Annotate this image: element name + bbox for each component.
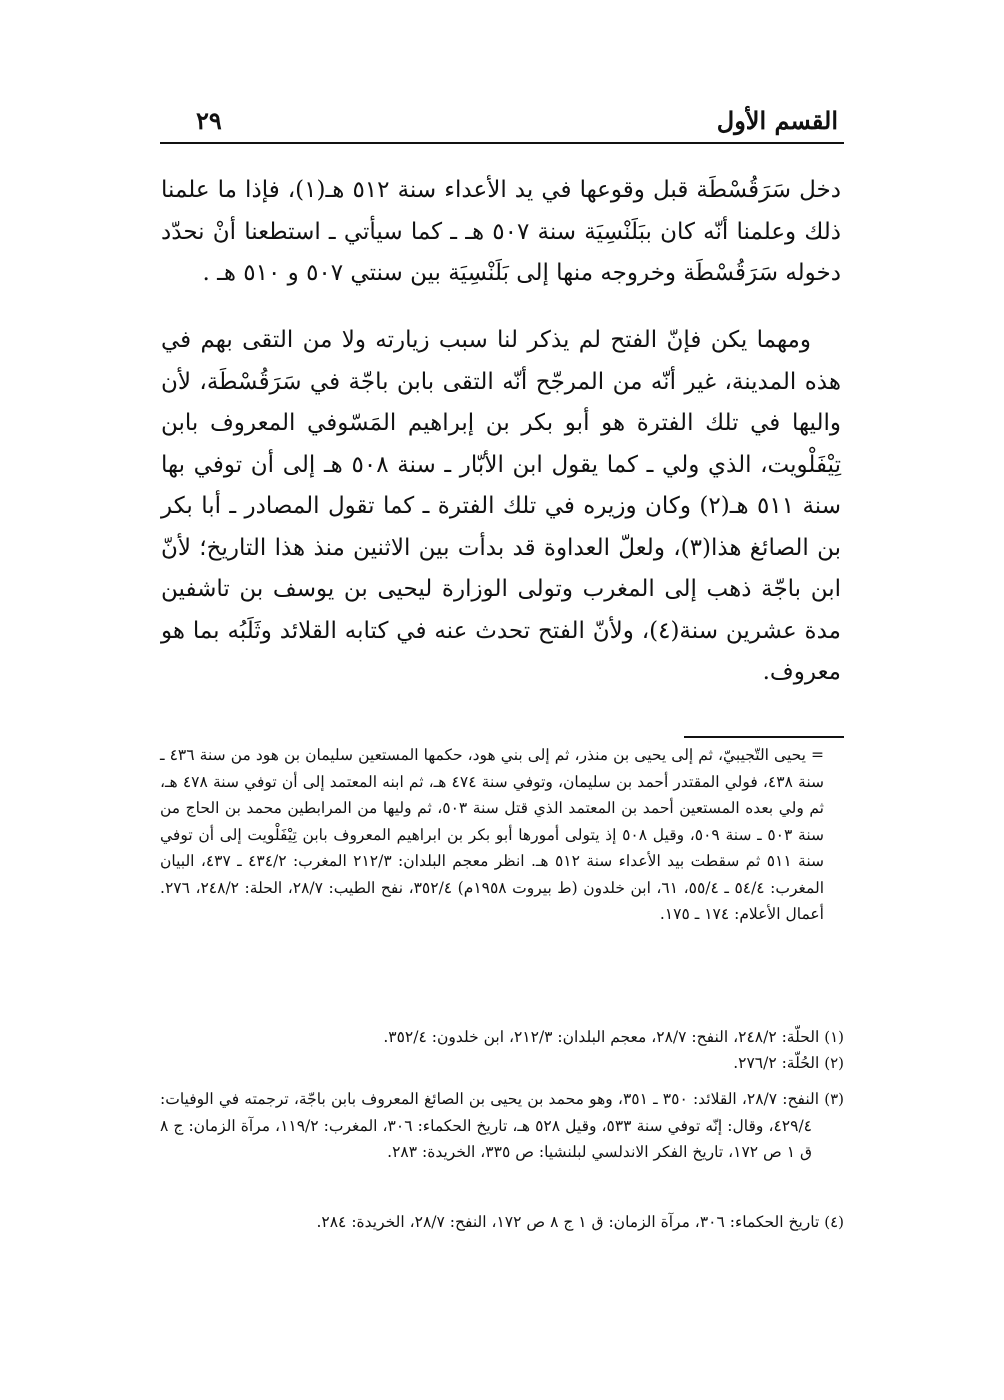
footnote-text: تاريخ الحكماء: ٣٠٦، مرآة الزمان: ق ١ ج ٨ ص ١٧٢، النفح: ٢٨/٧، الخريدة: ٢٨٤. xyxy=(316,1213,820,1231)
body-paragraph: دخل سَرَقُسْطَة قبل وقوعها في يد الأعداء سنة ٥١٢ هـ(١)، فإذا ما علمنا ذلك وعلمنا أنّه كان ببَلَنْسِيَة سنة ٥٠٧ هـ ـ كما سيأتي ـ استطعنا أنْ نحدّد دخوله سَرَقُسْطَة وخروجه منها إلى بَلَنْسِيَة بين سنتي ٥٠٧ و ٥١٠ هـ . xyxy=(161,177,842,286)
footnote-continuation: = يحيى التّجيبيّ، ثم إلى يحيى بن منذر، ثم إلى بني هود، حكمها المستعين سليمان بن هود من سنة ٤٣٦ ـ سنة ٤٣٨، فولي المقتدر أحمد بن سليمان، وتوفي سنة ٤٧٤ هـ، ثم ابنه المعتمد إلى أن توفي سنة ٤٧٨ هـ، ثم ولي بعده المستعين أحمد بن المعتمد الذي قتل سنة ٥٠٣، ثم وليها من المرابطين محمد بن الحاج من سنة ٥٠٣ ـ سنة ٥٠٩، وقيل ٥٠٨ إذ يتولى أمورها أبو بكر بن ابراهيم المعروف بابن تِيْفَلْويت إلى أن توفي سنة ٥١١ ثم سقطت بيد الأعداء سنة ٥١٢ هـ. انظر معجم البلدان: ٢١٢/٣ المغرب: ٤٣٤/٢ ـ ٤٣٧، البيان المغرب: ٥٤/٤ ـ ٥٥/٤، ٦١، ابن خلدون (ط بيروت ١٩٥٨م) ٣٥٢/٤، نفح الطيب: ٢٨/٧، الحلة: ٢٤٨/٢، ٢٧٦. أعمال الأعلام: ١٧٤ ـ ١٧٥. xyxy=(160,746,825,923)
footnote-marker: (٢) xyxy=(824,1054,844,1072)
footnote-marker: (١) xyxy=(824,1028,844,1046)
running-title: القسم الأول xyxy=(716,106,838,135)
footnote xyxy=(160,1050,844,1077)
body-paragraph: ومهما يكن فإنّ الفتح لم يذكر لنا سبب زيارته ولا من التقى بهم في هذه المدينة، غير أنّه من المرجّح أنّه التقى بابن باجّة في سَرَقُسْطَة، لأن واليها في تلك الفترة هو أبو بكر بن إبراهيم المَسّوفي المعروف بابن تِيْفَلْويت، الذي ولي ـ كما يقول ابن الأبّار ـ سنة ٥٠٨ هـ إلى أن توفي بها سنة ٥١١ هـ(٢) وكان وزيره في تلك الفترة ـ كما تقول المصادر ـ أبا بكر بن الصائغ هذا(٣)، ولعلّ العداوة قد بدأت بين الاثنين منذ هذا التاريخ؛ لأنّ ابن باجّة ذهب إلى المغرب وتولى الوزارة ليحيى بن يوسف بن تاشفين مدة عشرين سنة(٤)، ولأنّ الفتح تحدث عنه في كتابه القلائد وثَلَبُه بما هو معروف. xyxy=(161,327,842,685)
footnote-marker: (٤) xyxy=(824,1213,844,1231)
footnote xyxy=(160,1209,844,1236)
footnote xyxy=(160,1086,844,1166)
footnote xyxy=(160,1024,844,1051)
page-number: ٢٩ xyxy=(196,106,222,135)
footnote-rule xyxy=(684,736,844,738)
footnote-text: الحُلّة: ٢٧٦/٢. xyxy=(733,1054,820,1072)
footnote-marker: (٣) xyxy=(824,1090,844,1108)
footnote-text: الحلّة: ٢٤٨/٢، النفح: ٢٨/٧، معجم البلدان: ٢١٢/٣، ابن خلدون: ٣٥٢/٤. xyxy=(383,1028,820,1046)
footnote-text: النفح: ٢٨/٧، القلائد: ٣٥٠ ـ ٣٥١، وهو محمد بن يحيى بن الصائغ المعروف بابن باجّة، ترجمته في الوفيات: ٤٢٩/٤، وقال: إنّه توفي سنة ٥٣٣، وقيل ٥٢٨ هـ، تاريخ الحكماء: ٣٠٦، المغرب: ١١٩/٢، مرآة الزمان: ج ٨ ق ١ ص ١٧٢، تاريخ الفكر الاندلسي لبلنشيا: ص ٣٣٥، الخريدة: ٢٨٣. xyxy=(160,1090,820,1161)
header-rule xyxy=(160,142,844,144)
